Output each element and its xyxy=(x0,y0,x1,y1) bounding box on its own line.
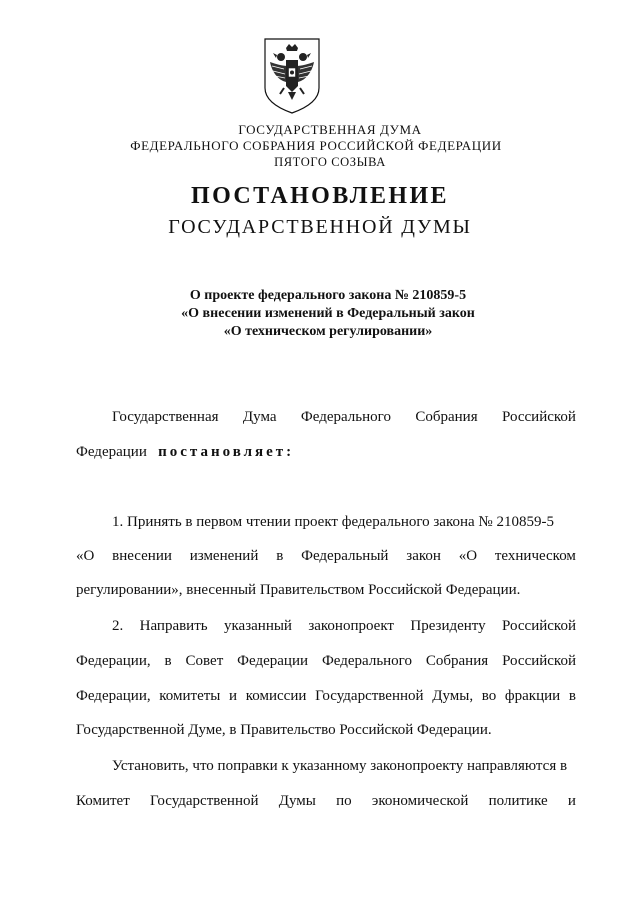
word: Совет xyxy=(185,653,224,669)
intro-federation: Федерации xyxy=(76,444,147,460)
word: фракции xyxy=(504,688,561,704)
coat-of-arms-emblem xyxy=(262,36,322,116)
word: Российской xyxy=(502,653,576,669)
word: по xyxy=(336,793,352,809)
word: в xyxy=(568,688,576,704)
document-subtitle: ГОСУДАРСТВЕННОЙ ДУМЫ xyxy=(168,216,472,238)
word: Президенту xyxy=(410,618,486,634)
word: изменений xyxy=(189,548,259,564)
word: и xyxy=(229,688,238,704)
word: Федерации xyxy=(237,653,309,669)
word: политике xyxy=(488,793,548,809)
word: в xyxy=(276,548,284,564)
word: Федерации, xyxy=(76,653,151,669)
word: Государственной xyxy=(315,688,424,704)
word: и xyxy=(567,793,576,809)
word: «О xyxy=(458,548,478,564)
word: внесении xyxy=(112,548,172,564)
resolves-word: постановляет: xyxy=(158,444,295,460)
word: «О xyxy=(76,548,95,564)
document-title: ПОСТАНОВЛЕНИЕ xyxy=(191,183,449,209)
word: Думы xyxy=(278,793,316,809)
word: Дума xyxy=(242,409,277,425)
word: Комитет xyxy=(76,793,130,809)
subject-line-1: О проекте федерального закона № 210859-5 xyxy=(189,288,467,303)
p2-line-2 xyxy=(76,651,576,671)
word: Федерального xyxy=(321,653,412,669)
word: в xyxy=(164,653,172,669)
word: Федеральный xyxy=(301,548,389,564)
word: Российской xyxy=(502,618,576,634)
p2-line-4: Государственной Думе, в Правительство Российской Федерации. xyxy=(76,722,492,738)
word: законопроект xyxy=(308,618,394,634)
word: Думы, xyxy=(432,688,474,704)
p2-line-1 xyxy=(76,616,576,636)
word: указанный xyxy=(223,618,292,634)
word: Собрания xyxy=(425,653,489,669)
double-headed-eagle-icon xyxy=(262,36,322,116)
word: комитеты xyxy=(159,688,221,704)
intro-line-1 xyxy=(76,407,576,427)
subject-line-2: «О внесении изменений в Федеральный закон xyxy=(181,306,475,321)
word: 2. xyxy=(112,618,124,634)
word: техническом xyxy=(494,548,576,564)
word: Федерации, xyxy=(76,688,151,704)
p1-line-2 xyxy=(76,546,576,566)
word: Собрания xyxy=(415,409,478,425)
subject-line-3: «О техническом регулировании» xyxy=(223,324,433,339)
word: экономической xyxy=(371,793,469,809)
word: комиссии xyxy=(245,688,307,704)
p3-line-1: Установить, что поправки к указанному законопроекту направляются в xyxy=(112,758,568,774)
word: закон xyxy=(406,548,441,564)
header-line-3: ПЯТОГО СОЗЫВА xyxy=(274,155,386,169)
word: Федерального xyxy=(300,409,391,425)
word: Российской xyxy=(502,409,576,425)
word: Направить xyxy=(139,618,208,634)
p1-line-1: 1. Принять в первом чтении проект федерального закона № 210859-5 xyxy=(112,514,554,530)
word: во xyxy=(481,688,497,704)
p3-line-2 xyxy=(76,791,576,811)
header-line-1: ГОСУДАРСТВЕННАЯ ДУМА xyxy=(238,122,422,137)
p1-line-3: регулировании», внесенный Правительством Российской Федерации. xyxy=(76,582,521,598)
word: Государственной xyxy=(150,793,259,809)
p2-line-3 xyxy=(76,686,576,706)
word: Государственная xyxy=(112,409,219,425)
header-line-2: ФЕДЕРАЛЬНОГО СОБРАНИЯ РОССИЙСКОЙ ФЕДЕРАЦИИ xyxy=(130,138,502,153)
intro-line-2 xyxy=(76,442,576,462)
